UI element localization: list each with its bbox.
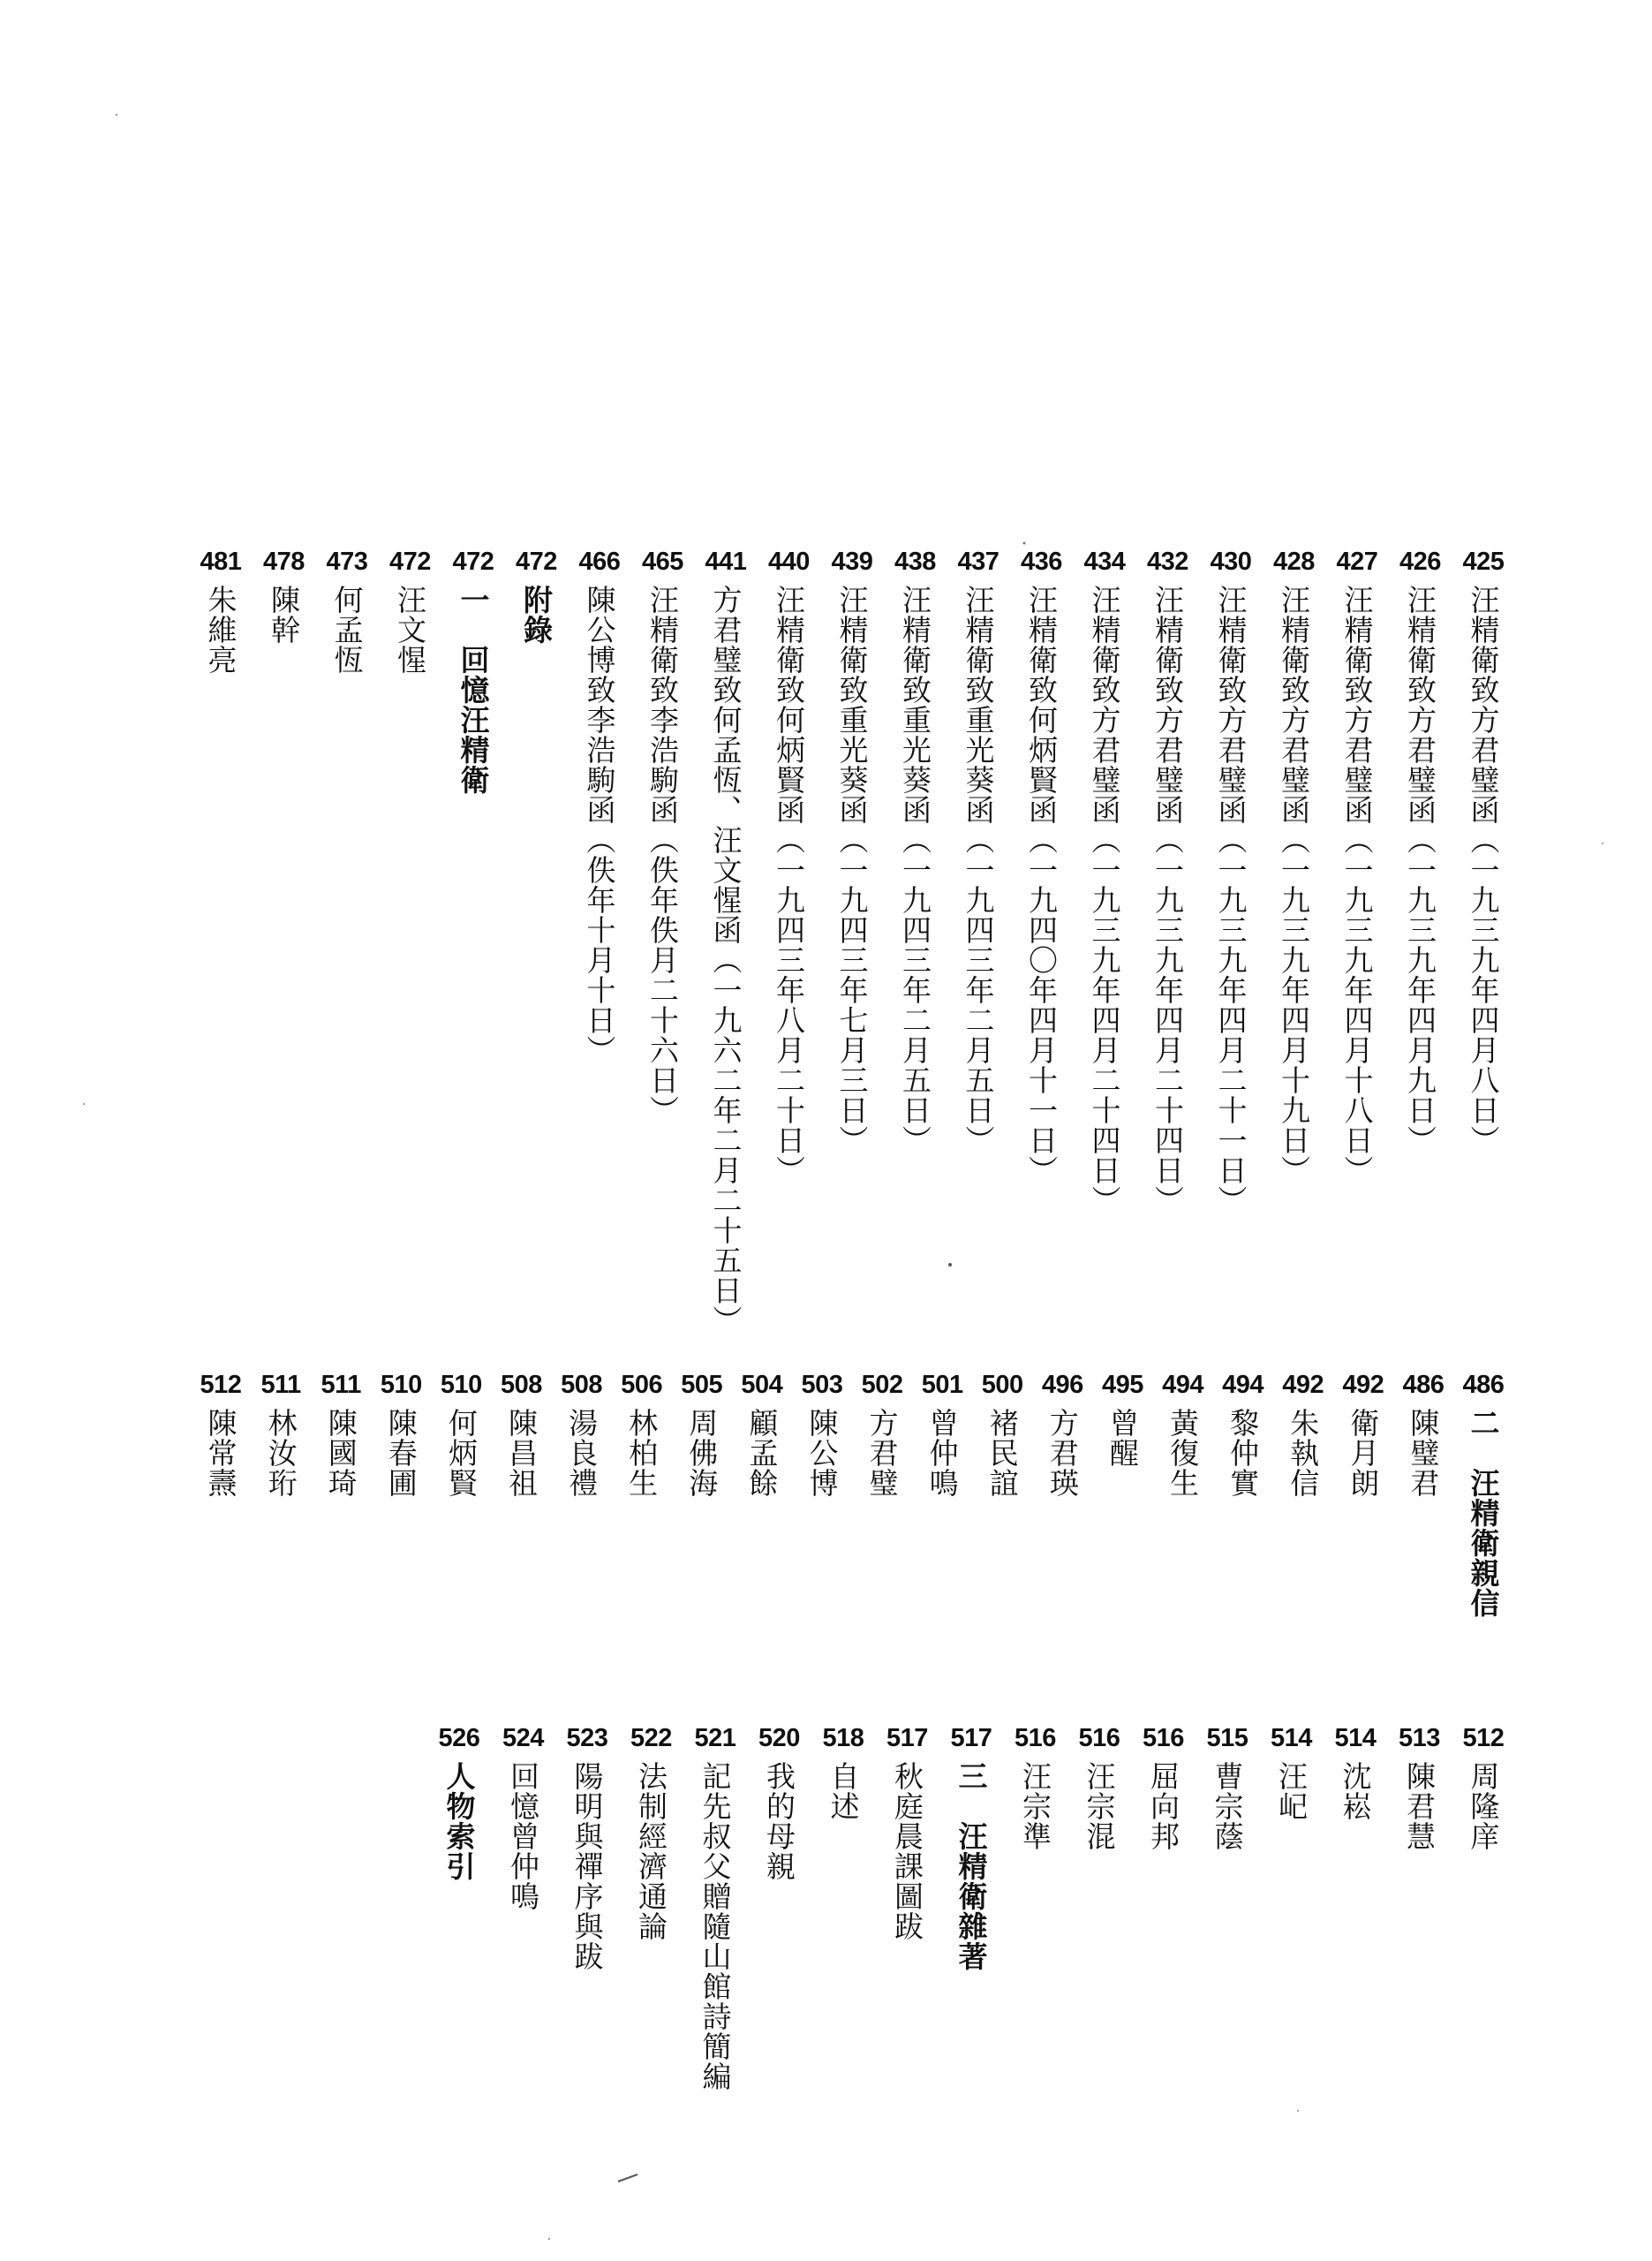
- toc-entry-title: 汪屺: [1274, 1761, 1309, 1821]
- toc-entry: [497, 1722, 550, 1911]
- toc-entry: [254, 1369, 307, 1498]
- toc-entry-title: 汪文惺: [393, 585, 427, 675]
- toc-page-number: 513: [1399, 1724, 1440, 1752]
- toc-band-middle: [194, 1369, 1510, 1634]
- toc-page-number: 502: [861, 1371, 903, 1399]
- toc-entry: [1142, 546, 1195, 1215]
- toc-entry-title: 曾醒: [1105, 1408, 1140, 1468]
- toc-section-title: 一 回憶汪精衛: [456, 585, 491, 795]
- toc-entry: [374, 1369, 427, 1498]
- toc-section-heading: [945, 1722, 998, 1971]
- toc-page-number: 432: [1147, 548, 1188, 576]
- toc-page-number: 472: [452, 548, 494, 576]
- toc-entry: [1217, 1369, 1270, 1498]
- toc-entry: [952, 546, 1005, 1155]
- toc-page-number: 436: [1021, 548, 1062, 576]
- toc-section-heading: [510, 546, 563, 645]
- toc-entry: [753, 1722, 806, 1881]
- toc-page-number: 522: [630, 1724, 672, 1752]
- toc-entry-title: 湯良禮: [564, 1408, 600, 1498]
- toc-entry: [494, 1369, 547, 1498]
- toc-page-number: 496: [1041, 1371, 1083, 1399]
- toc-entry: [1331, 546, 1384, 1185]
- toc-entry-title: 汪精衛致重光葵函（一九四三年二月五日）: [898, 585, 932, 1155]
- toc-entry-title: 自述: [826, 1761, 861, 1821]
- toc-page-number: 514: [1334, 1724, 1377, 1752]
- toc-entry: [555, 1369, 608, 1498]
- toc-page-number: 520: [758, 1724, 800, 1752]
- toc-page-number: 495: [1101, 1371, 1143, 1399]
- toc-entry-title: 汪精衛致方君璧函（一九三九年四月十九日）: [1277, 585, 1311, 1185]
- toc-page-number: 510: [440, 1371, 482, 1399]
- toc-page-number: 426: [1399, 548, 1441, 576]
- toc-entry-title: 周隆庠: [1466, 1761, 1501, 1851]
- toc-entry-title: 方君璧致何孟恆、汪文惺函（一九六二年二月二十五日）: [708, 585, 743, 1335]
- toc-entry-title: 秋庭晨課圖跋: [890, 1761, 924, 1941]
- toc-entry: [1268, 546, 1321, 1185]
- toc-page-number: 526: [438, 1724, 480, 1752]
- toc-page-number: 492: [1342, 1371, 1384, 1399]
- toc-page-number: 516: [1078, 1724, 1120, 1752]
- toc-page-number: 494: [1162, 1371, 1203, 1399]
- toc-section-heading: [1457, 1369, 1510, 1618]
- toc-entry: [699, 546, 752, 1335]
- toc-entry-title: 周佛海: [684, 1408, 720, 1498]
- toc-entry-title: 屈向邦: [1146, 1761, 1181, 1851]
- toc-page-number: 512: [200, 1371, 242, 1399]
- toc-entry: [258, 546, 311, 645]
- toc-page-number: 486: [1462, 1371, 1505, 1399]
- toc-entry: [675, 1369, 728, 1498]
- toc-entry-title: 黎仲實: [1226, 1408, 1261, 1498]
- toc-entry-title: 汪精衛致重光葵函（一九四三年七月三日）: [834, 585, 870, 1155]
- toc-entry-title: 回憶曾仲鳴: [506, 1761, 540, 1911]
- toc-entry-title: 汪精衛致何炳賢函（一九四三年八月二十日）: [772, 585, 806, 1185]
- toc-entry-title: 汪宗混: [1082, 1761, 1117, 1851]
- toc-entry-title: 林汝珩: [263, 1408, 298, 1498]
- toc-entry-title: 陳常燾: [203, 1408, 238, 1498]
- toc-entry: [1078, 546, 1131, 1215]
- toc-entry: [1397, 1369, 1450, 1498]
- toc-entry: [796, 1369, 849, 1498]
- toc-entry-title: 曹宗蔭: [1210, 1761, 1245, 1851]
- toc-page-number: 517: [886, 1724, 928, 1752]
- toc-page-number: 505: [681, 1371, 723, 1399]
- toc-entry-title: 陳春圃: [383, 1408, 419, 1498]
- toc-page-number: 440: [768, 548, 810, 576]
- toc-section-heading: [447, 546, 500, 795]
- toc-page-number: 506: [621, 1371, 663, 1399]
- toc-page-number: 466: [578, 548, 621, 576]
- toc-entry-title: 汪精衛致方君璧函（一九三九年四月十八日）: [1339, 585, 1375, 1185]
- toc-page-number: 478: [263, 548, 305, 576]
- toc-entry: [1073, 1722, 1126, 1851]
- toc-entry-title: 顧孟餘: [744, 1408, 780, 1498]
- toc-entry: [1096, 1369, 1149, 1468]
- toc-entry: [194, 546, 247, 675]
- toc-entry-title: 方君瑛: [1045, 1408, 1080, 1498]
- toc-band-top: [194, 546, 1510, 1335]
- toc-page-number: 510: [380, 1371, 422, 1399]
- toc-entry: [1394, 546, 1447, 1155]
- toc-entry-title: 汪精衛致重光葵函（一九四三年二月五日）: [961, 585, 996, 1155]
- toc-entry: [1393, 1722, 1446, 1851]
- toc-page-number: 438: [894, 548, 936, 576]
- toc-entry: [881, 1722, 934, 1941]
- toc-entry-title: 衛月朗: [1346, 1408, 1381, 1498]
- toc-page-number: 515: [1206, 1724, 1248, 1752]
- toc-entry: [1457, 1722, 1510, 1851]
- toc-entry: [384, 546, 437, 675]
- toc-entry-title: 陳君慧: [1402, 1761, 1437, 1851]
- toc-page-number: 508: [561, 1371, 602, 1399]
- toc-entry-title: 陳公博: [804, 1408, 840, 1498]
- toc-entry: [916, 1369, 969, 1498]
- toc-page-number: 523: [566, 1724, 608, 1752]
- toc-entry-title: 汪精衛致方君璧函（一九三九年四月二十四日）: [1150, 585, 1185, 1215]
- toc-entry-title: 汪精衛致何炳賢函（一九四〇年四月十一日）: [1024, 585, 1059, 1185]
- toc-entry: [1036, 1369, 1089, 1498]
- toc-entry: [976, 1369, 1029, 1498]
- toc-entry: [194, 1369, 247, 1498]
- toc-entry: [1201, 1722, 1254, 1851]
- toc-entry: [1329, 1722, 1382, 1821]
- toc-entry: [735, 1369, 788, 1498]
- toc-page-number: 481: [200, 548, 242, 576]
- toc-entry: [689, 1722, 742, 2091]
- toc-entry: [889, 546, 942, 1155]
- toc-page-number: 427: [1336, 548, 1378, 576]
- toc-entry: [434, 1369, 487, 1498]
- toc-page-number: 511: [321, 1371, 361, 1399]
- toc-page-number: 501: [921, 1371, 963, 1399]
- toc-page-number: 494: [1222, 1371, 1264, 1399]
- toc-entry: [763, 546, 816, 1185]
- toc-entry-title: 曾仲鳴: [924, 1408, 960, 1498]
- toc-section-title: 人物索引: [441, 1761, 477, 1881]
- toc-entry-title: 陳國琦: [323, 1408, 358, 1498]
- toc-page-number: 521: [694, 1724, 736, 1752]
- toc-entry: [817, 1722, 870, 1821]
- toc-entry: [826, 546, 879, 1155]
- toc-entry-title: 朱執信: [1286, 1408, 1321, 1498]
- toc-entry-title: 汪精衛致方君璧函（一九三九年四月二十四日）: [1087, 585, 1122, 1215]
- toc-page-number: 473: [326, 548, 368, 576]
- toc-entry-title: 何孟恆: [329, 585, 365, 675]
- toc-page-number: 517: [950, 1724, 992, 1752]
- toc-entry: [615, 1369, 668, 1498]
- toc-entry: [321, 546, 373, 675]
- toc-section-title: 三 汪精衛雜著: [954, 1761, 989, 1971]
- toc-entry-title: 何炳賢: [443, 1408, 479, 1498]
- toc-page-number: 425: [1462, 548, 1505, 576]
- toc-page-number: 472: [389, 548, 431, 576]
- toc-entry: [1277, 1369, 1330, 1498]
- toc-page-number: 516: [1143, 1724, 1184, 1752]
- toc-section-title: 二 汪精衛親信: [1466, 1408, 1501, 1618]
- toc-page-number: 511: [260, 1371, 301, 1399]
- toc-entry-title: 褚民誼: [984, 1408, 1020, 1498]
- toc-page-number: 514: [1271, 1724, 1312, 1752]
- toc-page-number: 430: [1210, 548, 1252, 576]
- toc-entry-title: 陳璧君: [1406, 1408, 1441, 1498]
- toc-entry-title: 汪精衛致方君璧函（一九三九年四月八日）: [1466, 585, 1501, 1155]
- toc-entry-title: 黃復生: [1165, 1408, 1201, 1498]
- toc-page-number: 518: [822, 1724, 864, 1752]
- toc-entry-title: 沈崧: [1338, 1761, 1373, 1821]
- toc-entry-title: 方君璧: [864, 1408, 900, 1498]
- toc-page-number: 437: [957, 548, 999, 576]
- toc-entry-title: 陳幹: [267, 585, 301, 645]
- toc-page-number: 492: [1282, 1371, 1324, 1399]
- toc-entry-title: 陳公博致李浩駒函（佚年十月十日）: [582, 585, 617, 1065]
- toc-band-bottom: [433, 1722, 1510, 2164]
- toc-page-number: 486: [1402, 1371, 1445, 1399]
- toc-entry: [1457, 546, 1510, 1155]
- toc-section-heading: [433, 1722, 486, 1881]
- toc-page-number: 472: [516, 548, 557, 576]
- toc-entry-title: 陳昌祖: [503, 1408, 539, 1498]
- toc-entry: [561, 1722, 614, 1971]
- toc-entry: [1015, 546, 1068, 1185]
- toc-entry-title: 汪精衛致方君璧函（一九三九年四月二十一日）: [1213, 585, 1248, 1215]
- toc-page-number: 524: [502, 1724, 544, 1752]
- toc-entry: [1157, 1369, 1210, 1498]
- toc-entry: [573, 546, 626, 1065]
- toc-page-number: 465: [642, 548, 683, 576]
- toc-entry: [1204, 546, 1257, 1215]
- toc-page-number: 508: [501, 1371, 542, 1399]
- toc-section-title: 附錄: [519, 585, 554, 645]
- toc-entry-title: 陽明與禪序與跋: [570, 1761, 605, 1971]
- toc-entry-title: 我的母親: [762, 1761, 796, 1881]
- toc-entry: [1137, 1722, 1190, 1851]
- toc-entry-title: 汪宗準: [1018, 1761, 1052, 1851]
- toc-page-number: 439: [831, 548, 873, 576]
- toc-page-number: 428: [1273, 548, 1315, 576]
- toc-entry-title: 記先叔父贈隨山館詩簡編: [698, 1761, 733, 2091]
- toc-entry: [1009, 1722, 1062, 1851]
- toc-entry: [1337, 1369, 1390, 1498]
- toc-entry: [856, 1369, 909, 1498]
- toc-entry: [625, 1722, 678, 1941]
- toc-page-number: 503: [801, 1371, 843, 1399]
- toc-entry: [637, 546, 690, 1125]
- toc-entry-title: 汪精衛致方君璧函（一九三九年四月九日）: [1403, 585, 1437, 1155]
- toc-entry-title: 林柏生: [624, 1408, 660, 1498]
- toc-page-number: 500: [981, 1371, 1023, 1399]
- toc-entry: [314, 1369, 367, 1498]
- toc-entry-title: 法制經濟通論: [634, 1761, 668, 1941]
- toc-entry-title: 汪精衛致李浩駒函（佚年佚月二十六日）: [645, 585, 680, 1125]
- toc-page-number: 441: [705, 548, 747, 576]
- toc-page-number: 504: [741, 1371, 783, 1399]
- toc-page-number: 512: [1462, 1724, 1505, 1752]
- toc-entry-title: 朱維亮: [203, 585, 238, 675]
- toc-entry: [1265, 1722, 1318, 1821]
- toc-page-number: 516: [1015, 1724, 1056, 1752]
- toc-page-number: 434: [1083, 548, 1126, 576]
